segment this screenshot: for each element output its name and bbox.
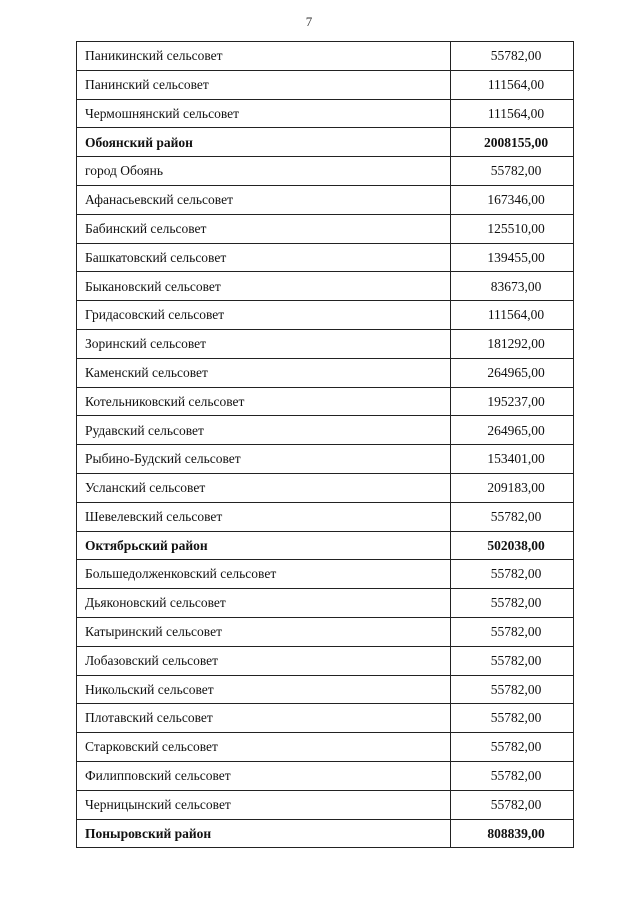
amount-cell: 111564,00 <box>451 99 574 128</box>
amount-cell: 181292,00 <box>451 329 574 358</box>
table-row <box>77 675 574 704</box>
municipality-name-cell: Чермошнянский сельсовет <box>77 99 451 128</box>
amount-cell: 55782,00 <box>451 589 574 618</box>
amount-cell: 111564,00 <box>451 301 574 330</box>
amount-cell: 125510,00 <box>451 214 574 243</box>
municipality-name-cell: Башкатовский сельсовет <box>77 243 451 272</box>
district-total-row <box>77 128 574 157</box>
table-row <box>77 416 574 445</box>
district-total-row <box>77 819 574 848</box>
table-row <box>77 99 574 128</box>
municipality-name-cell: Зоринский сельсовет <box>77 329 451 358</box>
table-row <box>77 589 574 618</box>
table-row <box>77 704 574 733</box>
table-row <box>77 387 574 416</box>
municipality-name-cell: Старковский сельсовет <box>77 733 451 762</box>
municipality-name-cell: Шевелевский сельсовет <box>77 502 451 531</box>
municipality-name-cell: Рыбино-Будский сельсовет <box>77 445 451 474</box>
amount-cell: 83673,00 <box>451 272 574 301</box>
district-amount-cell: 808839,00 <box>451 819 574 848</box>
district-name-cell: Октябрьский район <box>77 531 451 560</box>
table-row <box>77 617 574 646</box>
table-row <box>77 70 574 99</box>
amount-cell: 195237,00 <box>451 387 574 416</box>
table-row <box>77 42 574 71</box>
municipality-name-cell: Афанасьевский сельсовет <box>77 185 451 214</box>
table-row <box>77 243 574 272</box>
amount-cell: 139455,00 <box>451 243 574 272</box>
table-row <box>77 329 574 358</box>
municipality-name-cell: Филипповский сельсовет <box>77 761 451 790</box>
table-row <box>77 733 574 762</box>
table-row <box>77 185 574 214</box>
municipality-name-cell: Никольский сельсовет <box>77 675 451 704</box>
table-row <box>77 646 574 675</box>
budget-table <box>76 41 574 848</box>
municipality-name-cell: Паникинский сельсовет <box>77 42 451 71</box>
municipality-name-cell: Гридасовский сельсовет <box>77 301 451 330</box>
table-row <box>77 790 574 819</box>
table-row <box>77 272 574 301</box>
amount-cell: 55782,00 <box>451 42 574 71</box>
table-row <box>77 473 574 502</box>
municipality-name-cell: Усланский сельсовет <box>77 473 451 502</box>
amount-cell: 264965,00 <box>451 358 574 387</box>
amount-cell: 55782,00 <box>451 704 574 733</box>
municipality-name-cell: Дьяконовский сельсовет <box>77 589 451 618</box>
amount-cell: 55782,00 <box>451 675 574 704</box>
municipality-name-cell: Бабинский сельсовет <box>77 214 451 243</box>
budget-table-body <box>77 42 574 848</box>
amount-cell: 111564,00 <box>451 70 574 99</box>
amount-cell: 55782,00 <box>451 646 574 675</box>
municipality-name-cell: город Обоянь <box>77 157 451 186</box>
district-total-row <box>77 531 574 560</box>
table-row <box>77 761 574 790</box>
table-row <box>77 445 574 474</box>
amount-cell: 55782,00 <box>451 733 574 762</box>
municipality-name-cell: Плотавский сельсовет <box>77 704 451 733</box>
municipality-name-cell: Котельниковский сельсовет <box>77 387 451 416</box>
amount-cell: 167346,00 <box>451 185 574 214</box>
amount-cell: 55782,00 <box>451 790 574 819</box>
municipality-name-cell: Катыринский сельсовет <box>77 617 451 646</box>
amount-cell: 55782,00 <box>451 617 574 646</box>
municipality-name-cell: Каменский сельсовет <box>77 358 451 387</box>
amount-cell: 153401,00 <box>451 445 574 474</box>
amount-cell: 55782,00 <box>451 560 574 589</box>
district-name-cell: Обоянский район <box>77 128 451 157</box>
municipality-name-cell: Черницынский сельсовет <box>77 790 451 819</box>
district-amount-cell: 502038,00 <box>451 531 574 560</box>
municipality-name-cell: Панинский сельсовет <box>77 70 451 99</box>
municipality-name-cell: Рудавский сельсовет <box>77 416 451 445</box>
district-amount-cell: 2008155,00 <box>451 128 574 157</box>
table-row <box>77 560 574 589</box>
table-row <box>77 157 574 186</box>
municipality-name-cell: Быкановский сельсовет <box>77 272 451 301</box>
amount-cell: 55782,00 <box>451 502 574 531</box>
page-number: 7 <box>305 14 313 29</box>
municipality-name-cell: Лобазовский сельсовет <box>77 646 451 675</box>
amount-cell: 264965,00 <box>451 416 574 445</box>
table-row <box>77 358 574 387</box>
municipality-name-cell: Большедолженковский сельсовет <box>77 560 451 589</box>
amount-cell: 55782,00 <box>451 761 574 790</box>
amount-cell: 55782,00 <box>451 157 574 186</box>
amount-cell: 209183,00 <box>451 473 574 502</box>
district-name-cell: Поныровский район <box>77 819 451 848</box>
table-row <box>77 301 574 330</box>
table-row <box>77 502 574 531</box>
table-row <box>77 214 574 243</box>
